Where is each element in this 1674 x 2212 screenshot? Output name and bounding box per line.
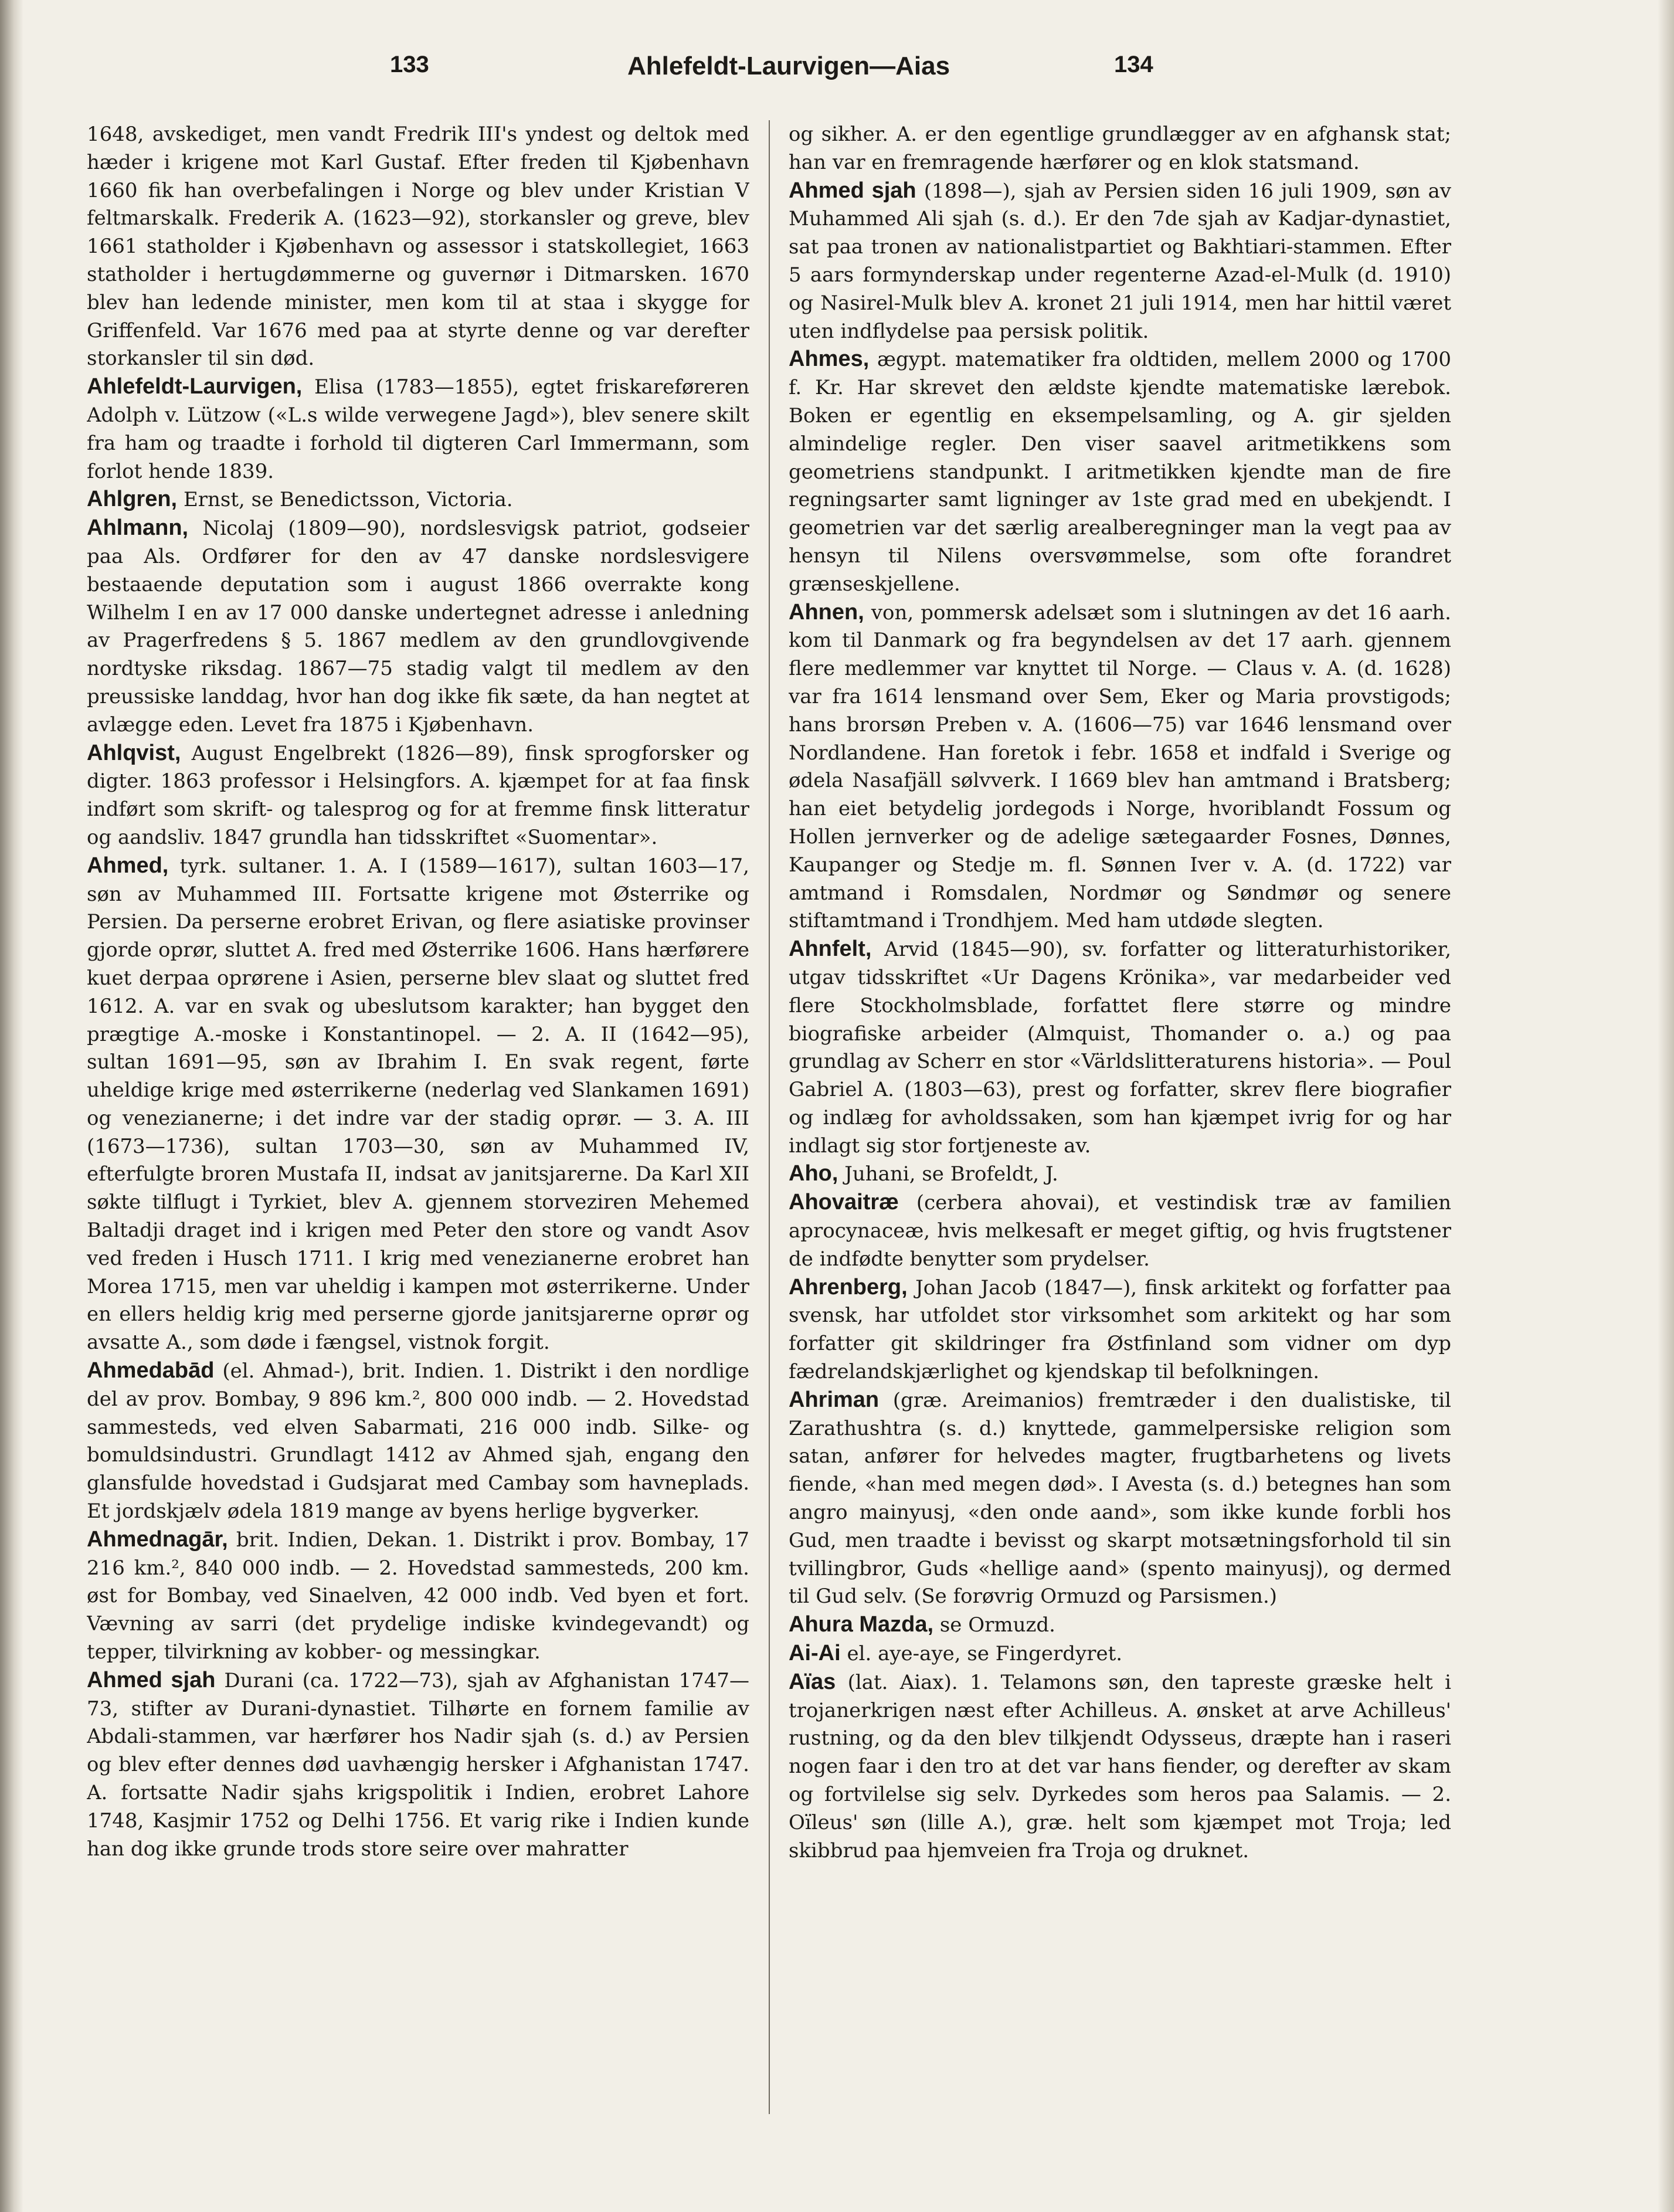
entry-headword: Ahmed, <box>87 853 169 878</box>
entry-headword: Ahriman <box>789 1387 880 1412</box>
column-divider <box>769 120 770 2114</box>
dictionary-entry <box>87 1526 749 1667</box>
entry-headword: Aho, <box>789 1161 838 1186</box>
dictionary-entry <box>87 120 749 373</box>
entry-text: (1898—), sjah av Persien siden 16 juli 1909, søn av Muhammed Ali sjah (s. d.). Er den 7de sjah av Kadjar-dynastiet, sat paa tronen av nationalistpartiet og Bakhtiari-stammen. Efter 5 aars formynderskap under regenterne Azad-el-Mulk (d. 1910) og Nasirel-Mulk blev A. kronet 21 juli 1914, men har hittil været uten indflydelse paa persisk politik. <box>789 179 1451 343</box>
entry-text: (cerbera ahovai), et vestindisk træ av familien aprocynaceæ, hvis melkesaft er meget giftig, og hvis frugtstener de indfødte benytter som prydelser. <box>789 1191 1451 1271</box>
entry-headword: Ahnen, <box>789 599 864 625</box>
running-header <box>0 52 1674 87</box>
dictionary-entry <box>87 514 749 739</box>
entry-text: Nicolaj (1809—90), nordslesvigsk patriot, godseier paa Als. Ordfører for den av 47 danske nordslesvigere bestaaende deputation som i august 1866 overrakte kong Wilhelm I en av 17 000 danske undertegnet adresse i anledning av Pragerfredens § 5. 1867 medlem av den grundlovgivende nordtyske riksdag. 1867—75 stadig valgt til medlem av den preussiske landdag, hvor han dog ikke fik sæte, da han negtet at avlægge eden. Levet fra 1875 i Kjøbenhavn. <box>87 517 749 737</box>
entry-headword: Ahmedabād <box>87 1358 215 1383</box>
dictionary-entry <box>789 1668 1451 1865</box>
dictionary-entry <box>789 345 1451 598</box>
entry-headword: Ahmed sjah <box>87 1667 216 1692</box>
dictionary-entry <box>789 1611 1451 1640</box>
entry-text: Elisa (1783—1855), egtet friskareføreren Adolph v. Lützow («L.s wilde verwegene Jagd»), blev senere skilt fra ham og traadte i forhold til digteren Carl Immermann, som forlot hende 1839. <box>87 375 749 483</box>
entry-text: Arvid (1845—90), sv. forfatter og litteraturhistoriker, utgav tidsskriftet «Ur Dagens Krönika», var medarbeider ved flere Stockholmsblade, forfattet flere større og mindre biografiske arbeider (Almquist, Thomander o. a.) og paa grundlag av Scherr en stor «Världslitteraturens historia». — Poul Gabriel A. (1803—63), prest og forfatter, skrev flere biografier og indlæg for avholdssaken, som han kjæmpet ivrig for og har indlagt sig stor fortjeneste av. <box>789 938 1451 1158</box>
dictionary-entry <box>87 739 749 852</box>
dictionary-entry <box>87 486 749 514</box>
dictionary-entry <box>789 1274 1451 1386</box>
entry-text: brit. Indien, Dekan. 1. Distrikt i prov. Bombay, 17 216 km.², 840 000 indb. — 2. Hovedstad sammesteds, 200 km. øst for Bombay, ved Sinaelven, 42 000 indb. Ved byen et fort. Vævning av sarri (det prydelige indiske kvindegevandt) og tepper, tilvirkning av kobber- og messingkar. <box>87 1528 749 1664</box>
dictionary-entry <box>789 1160 1451 1189</box>
entry-headword: Ahura Mazda, <box>789 1612 934 1637</box>
entry-text: og sikher. A. er den egentlige grundlægger av en afghansk stat; han var en fremragende hærfører og en klok statsmand. <box>789 123 1451 174</box>
entry-headword: Ai-Ai <box>789 1641 841 1666</box>
entry-text: von, pommersk adelsæt som i slutningen av det 16 aarh. kom til Danmark og fra begyndelsen av det 17 aarh. gjennem flere medlemmer var knyttet til Norge. — Claus v. A. (d. 1628) var fra 1614 lensmand over Sem, Eker og Maria provstigods; hans brorsøn Preben v. A. (1606—75) var 1646 lensmand over Nordlandene. Han foretok i febr. 1658 et indfald i Sverige og ødela Nasafjäll sølvverk. I 1669 blev han amtmand i Bratsberg; han eiet betydelig jordegods i Norge, hvoriblandt Fossum og Hollen jernverker og de adelige sætegaarder Fosnes, Dønnes, Kaupanger og Stedje m. fl. Sønnen Iver v. A. (d. 1722) var amtmand i Romsdalen, Nordmør og Søndmør og senere stiftamtmand i Trondhjem. Med ham utdøde slegten. <box>789 601 1451 933</box>
entry-text: (græ. Areimanios) fremtræder i den dualistiske, til Zarathushtra (s. d.) knyttede, gammelpersiske religion som satan, anfører for helvedes magter, frugtbarhetens og livets fiende, «han med megen død». I Avesta (s. d.) betegnes han som angro mainyusj, «den onde aand», som ikke kunde forbli hos Gud, men traadte i bevisst og skarpt motsætningsforhold til sin tvillingbror, Guds «hellige aand» (spento mainyusj), og dermed til Gud selv. (Se forøvrig Ormuzd og Parsismen.) <box>789 1388 1451 1609</box>
entry-text: 1648, avskediget, men vandt Fredrik III's yndest og deltok med hæder i krigene mot Karl Gustaf. Efter freden til Kjøbenhavn 1660 fik han overbefalingen i Norge og blev under Kristian V feltmarskalk. Frederik A. (1623—92), storkansler og greve, blev 1661 statholder i Kjøbenhavn og assessor i statskollegiet, 1663 statholder i hertugdømmerne og guvernør i Ditmarsken. 1670 blev han ledende minister, men kom til at staa i skygge for Griffenfeld. Var 1676 med paa at styrte denne og var derefter storkansler til sin død. <box>87 123 749 371</box>
entry-headword: Aïas <box>789 1669 836 1694</box>
entry-headword: Ahmed sjah <box>789 178 916 203</box>
dictionary-entry <box>87 1667 749 1864</box>
entry-headword: Ahmednagār, <box>87 1526 228 1552</box>
dictionary-entry <box>789 1189 1451 1273</box>
entry-text: Juhani, se Brofeldt, J. <box>844 1162 1058 1186</box>
entry-headword: Ahmes, <box>789 347 870 372</box>
entry-headword: Ahlmann, <box>87 515 189 541</box>
entry-headword: Ahlgren, <box>87 487 178 512</box>
page-number-right: 134 <box>1114 52 1153 77</box>
entry-text: August Engelbrekt (1826—89), finsk sprogforsker og digter. 1863 professor i Helsingfors. A. kjæmpet for at faa finsk indført som skrift- og talesprog og for at fremme finsk litteratur og aandsliv. 1847 grundla han tidsskriftet «Suomentar». <box>87 741 749 849</box>
dictionary-entry <box>789 120 1451 177</box>
dictionary-entry <box>789 1640 1451 1668</box>
dictionary-entry <box>789 177 1451 346</box>
entry-headword: Ahnfelt, <box>789 937 872 962</box>
entry-text: tyrk. sultaner. 1. A. I (1589—1617), sultan 1603—17, søn av Muhammed III. Fortsatte krigene mot Østerrike og Persien. Da perserne erobret Erivan, og flere asiatiske provinser gjorde oprør, sluttet A. fred med Østerrike 1606. Hans hærførere kuet derpaa oprørene i Asien, perserne blev slaat og sluttet fred 1612. A. var en svak og ubeslutsom karakter; han bygget den prægtige A.-moske i Konstantinopel. — 2. A. II (1642—95), sultan 1691—95, søn av Ibrahim I. En svak regent, førte uheldige krige med østerrikerne (nederlag ved Slankamen 1691) og venezianerne; i det indre var der stadig oprør. — 3. A. III (1673—1736), sultan 1703—30, søn av Muhammed IV, efterfulgte broren Mustafa II, indsat av janitsjarerne. Da Karl XII søkte tilflugt i Tyrkiet, blev A. gjennem storveziren Mehemed Baltadji draget ind i krigen med Peter den store og vandt Asov ved freden i Husch 1711. I krig med venezianerne erobret han Morea 1715, men var uheldig i kampen mot østerrikerne. Under en ellers heldig krig med perserne gjorde janitsjarerne oprør og avsatte A., som døde i fængsel, vistnok forgit. <box>87 854 749 1355</box>
entry-text: se Ormuzd. <box>939 1613 1055 1637</box>
dictionary-entry <box>789 935 1451 1160</box>
running-title: Ahlefeldt-Laurvigen—Aias <box>627 52 950 80</box>
entry-text: Johan Jacob (1847—), finsk arkitekt og forfatter paa svensk, har utfoldet stor virksomhet som arkitekt og har som forfatter git skildringer fra Østfinland som vidner om dyp fædrelandskjærlighet og kjendskap til befolkningen. <box>789 1275 1451 1384</box>
entry-text: (el. Ahmad-), brit. Indien. 1. Distrikt i den nordlige del av prov. Bombay, 9 896 km.², 800 000 indb. — 2. Hovedstad sammesteds, ved elven Sabarmati, 216 000 indb. Silke- og bomuldsindustri. Grundlagt 1412 av Ahmed sjah, engang den glansfulde hovedstad i Gudsjarat med Cambay som havneplads. Et jordskjælv ødela 1819 mange av byens herlige bygverker. <box>87 1359 749 1524</box>
entry-headword: Ahlefeldt-Laurvigen, <box>87 374 303 399</box>
left-column <box>87 120 749 2138</box>
dictionary-entry <box>87 852 749 1357</box>
entry-headword: Ahovaitræ <box>789 1190 899 1215</box>
right-column <box>789 120 1451 2138</box>
page-binding-shadow <box>0 0 23 2212</box>
entry-text: (lat. Aiax). 1. Telamons søn, den tapreste græske helt i trojanerkrigen næst efter Achilleus. A. ønsket at arve Achilleus' rustning, og da den blev tilkjendt Odysseus, dræpte han i raseri nogen faar i den tro at det var hans fiender, og derefter av skam og fortvilelse sig selv. Dyrkedes som heros paa Salamis. — 2. Oïleus' søn (lille A.), græ. helt som kjæmpet mot Troja; led skibbrud paa hjemveien fra Troja og druknet. <box>789 1670 1451 1862</box>
dictionary-entry <box>789 599 1451 936</box>
entry-headword: Ahlqvist, <box>87 740 181 765</box>
dictionary-entry <box>87 1357 749 1526</box>
entry-text: ægypt. matematiker fra oldtiden, mellem 2000 og 1700 f. Kr. Har skrevet den ældste kjendte matematiske lærebok. Boken er egentlig en eksempelsamling, og A. gir sjelden almindelige regler. Den viser saavel aritmetikkens som geometriens standpunkt. I aritmetikken kjendte man de fire regningsarter samt ligninger av 1ste grad med en ubekjendt. I geometrien var det særlig arealberegninger man la vegt paa av hensyn til Nilens oversvømmelse, som ofte forandret grænseskjellene. <box>789 348 1451 596</box>
page-right-edge <box>1658 0 1674 2212</box>
entry-text: el. aye-aye, se Fingerdyret. <box>847 1642 1123 1666</box>
dictionary-entry <box>789 1386 1451 1611</box>
dictionary-entry <box>87 373 749 486</box>
entry-text: Durani (ca. 1722—73), sjah av Afghanistan 1747—73, stifter av Durani-dynastiet. Tilhørte en fornem familie av Abdali-stammen, var hærfører hos Nadir sjah (s. d.) av Persien og blev efter dennes død uavhængig hersker i Afghanistan 1747. A. fortsatte Nadir sjahs krigspolitik i Indien, erobret Lahore 1748, Kasjmir 1752 og Delhi 1756. Et varig rike i Indien kunde han dog ikke grunde trods store seire over mahratter <box>87 1668 749 1861</box>
entry-headword: Ahrenberg, <box>789 1274 908 1300</box>
page-number-left: 133 <box>390 52 429 77</box>
entry-text: Ernst, se Benedictsson, Victoria. <box>183 488 513 512</box>
